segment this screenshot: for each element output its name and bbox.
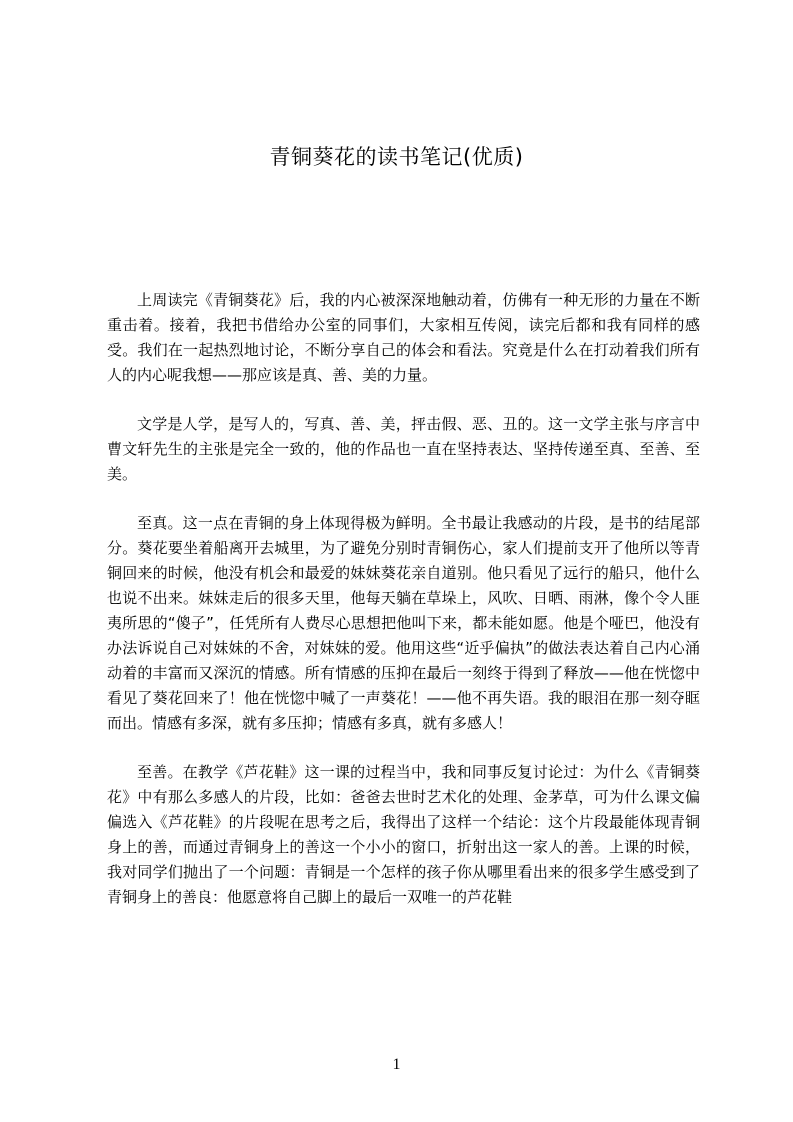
document-body: [107, 288, 700, 934]
paragraph-intro: 上周读完《青铜葵花》后，我的内心被深深地触动着，仿佛有一种无形的力量在不断重击着。接着，我把书借给办公室的同事们，大家相互传阅，读完后都和我有同样的感受。我们在一起热烈地讨论，不断分享自己的体会和看法。究竟是什么在打动着我们所有人的内心呢我想——那应该是真、善、美的力量。: [107, 291, 700, 384]
document-title: 青铜葵花的读书笔记(优质): [269, 145, 524, 169]
page-number: 1: [392, 1056, 401, 1073]
paragraph-zhishan: 至善。在教学《芦花鞋》这一课的过程当中，我和同事反复讨论过：为什么《青铜葵花》中有那么多感人的片段，比如：爸爸去世时艺术化的处理、金茅草，可为什么课文偏偏选入《芦花鞋》的片段呢在思考之后，我得出了这样一个结论：这个片段最能体现青铜身上的善，而通过青铜身上的善这一个小小的窗口，折射出这一家人的善。上课的时候，我对同学们抛出了一个问题：青铜是一个怎样的孩子你从哪里看出来的很多学生感受到了青铜身上的善良：他愿意将自己脚上的最后一双唯一的芦花鞋: [107, 763, 700, 906]
paragraph-literature: 文学是人学，是写人的，写真、善、美，抨击假、恶、丑的。这一文学主张与序言中曹文轩先生的主张是完全一致的，他的作品也一直在坚持表达、坚持传递至真、至善、至美。: [107, 415, 700, 483]
paragraph-zhizhen: 至真。这一点在青铜的身上体现得极为鲜明。全书最让我感动的片段，是书的结尾部分。葵花要坐着船离开去城里，为了避免分别时青铜伤心，家人们提前支开了他所以等青铜回来的时候，他没有机会和最爱的妹妹葵花亲自道别。他只看见了远行的船只，他什么也说不出来。妹妹走后的很多天里，他每天躺在草垛上，风吹、日晒、雨淋，像个令人匪夷所思的“傻子”，任凭所有人费尽心思想把他叫下来，都未能如愿。他是个哑巴，他没有办法诉说自己对妹妹的不舍，对妹妹的爱。他用这些“近乎偏执”的做法表达着自己内心涌动着的丰富而又深沉的情感。所有情感的压抑在最后一刻终于得到了释放——他在恍惚中看见了葵花回来了！他在恍惚中喊了一声葵花！——他不再失语。我的眼泪在那一刻夺眶而出。情感有多深，就有多压抑；情感有多真，就有多感人！: [107, 514, 700, 732]
